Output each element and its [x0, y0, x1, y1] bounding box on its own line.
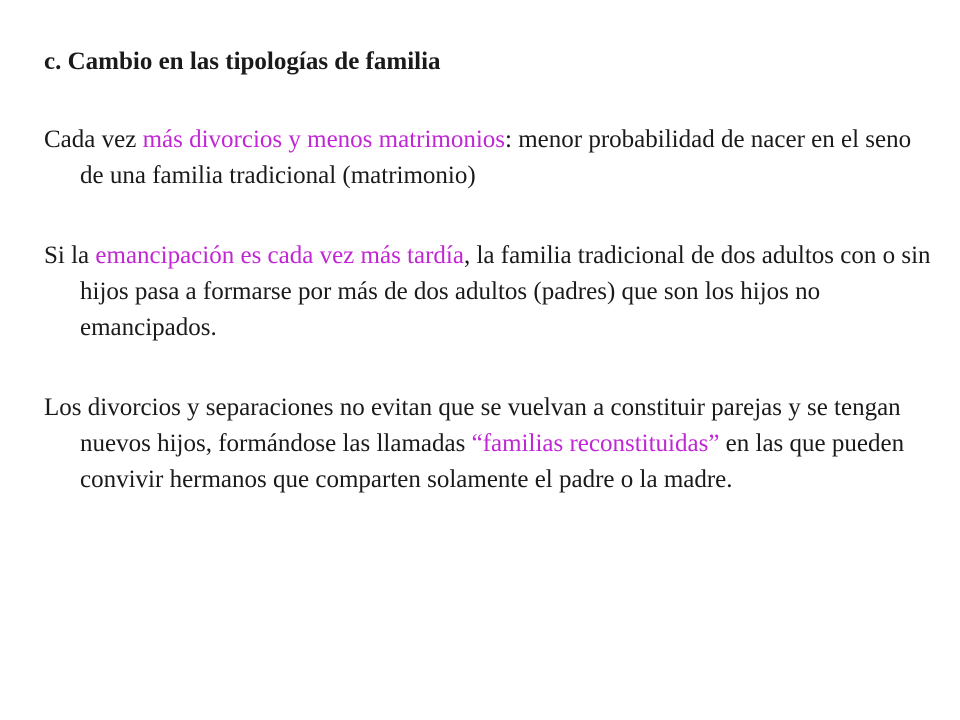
- slide-content: [44, 44, 934, 498]
- paragraph-text: : menor probabilidad de nacer en el seno de una familia tradicional (matrimonio): [80, 126, 912, 189]
- highlight-text: emancipación es cada vez más tardía: [95, 242, 464, 269]
- highlight-text: más divorcios y menos matrimonios: [142, 126, 506, 153]
- section-heading: c. Cambio en las tipologías de familia: [44, 48, 441, 75]
- paragraph-divorces: [44, 122, 934, 194]
- paragraph-text: en las que pueden convivir hermanos que comparten solamente el padre o la madre.: [80, 430, 905, 493]
- paragraph-text: Cada vez: [44, 126, 143, 153]
- paragraph-text: Si la: [44, 242, 96, 269]
- paragraph-emancipation: [44, 238, 934, 346]
- paragraph-text: Los divorcios y separaciones no evitan que se vuelvan a constituir parejas y se tengan nuevos hijos, formándose las llamadas: [44, 394, 901, 457]
- paragraph-text: , la familia tradicional de dos adultos con o sin hijos pasa a formarse por más de dos adultos (padres) que son los hijos no emancipados.: [80, 242, 931, 341]
- paragraph-reconstituted-families: [44, 390, 934, 498]
- highlight-text: “familias reconstituidas”: [471, 430, 720, 457]
